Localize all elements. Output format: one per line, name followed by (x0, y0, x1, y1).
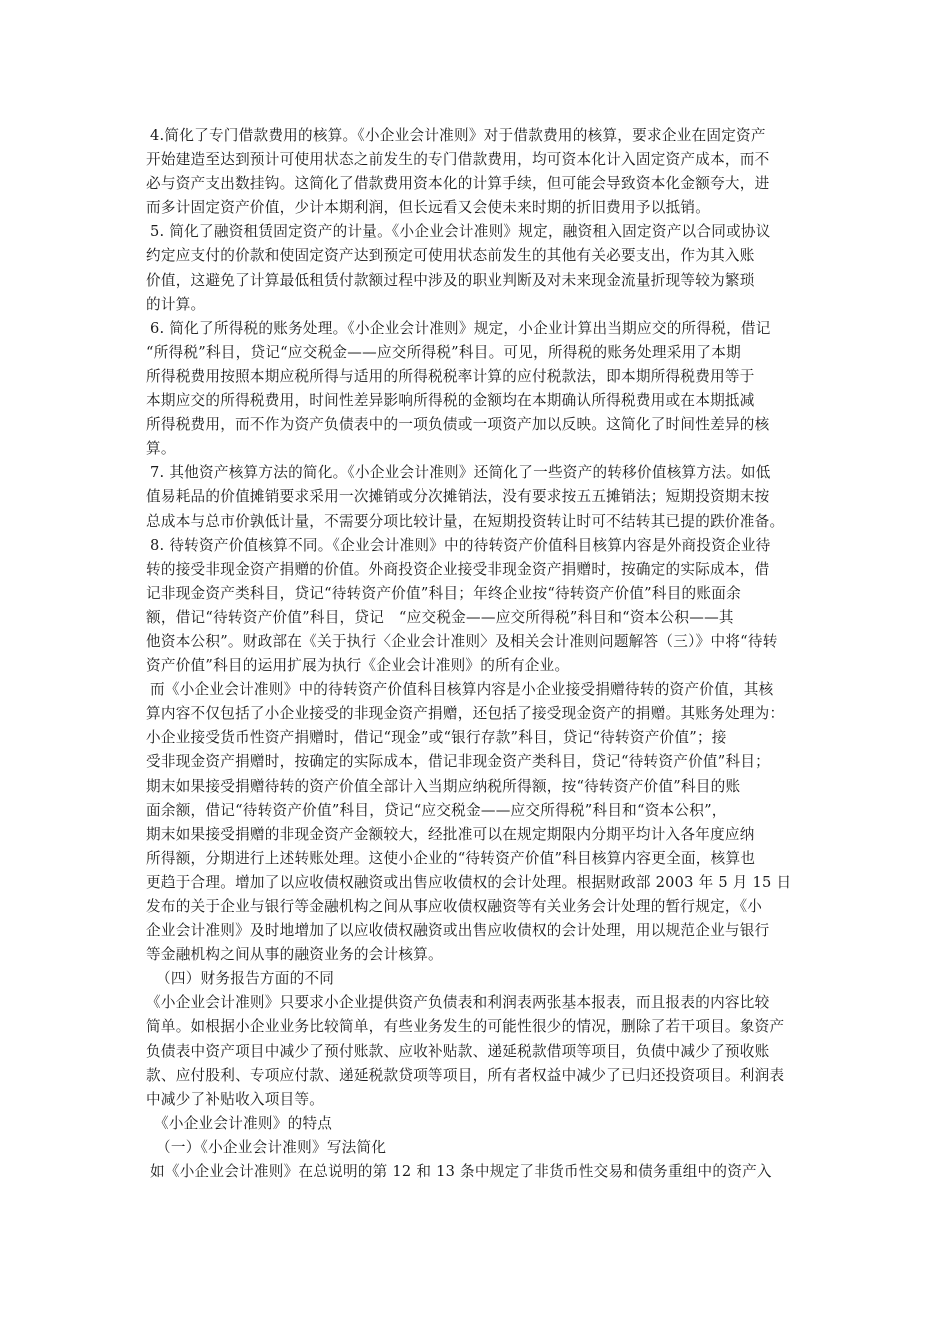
text-line: 额，借记“待转资产价值”科目，贷记 “应交税金——应交所得税”科目和“资本公积——其 (146, 608, 734, 626)
text-line: 记非现金资产类科目，贷记“待转资产价值”科目；年终企业按“待转资产价值”科目的账面余 (146, 584, 741, 602)
text-line: 6. 简化了所得税的账务处理。《小企业会计准则》规定，小企业计算出当期应交的所得税，借记 (150, 319, 771, 337)
paragraph-5-finance-lease (146, 220, 812, 316)
text-line: 受非现金资产捐赠时，按确定的实际成本，借记非现金资产类科目，贷记“待转资产价值”科目； (146, 753, 771, 771)
text-line: 4.简化了专门借款费用的核算。《小企业会计准则》对于借款费用的核算，要求企业在固定资产 (150, 127, 766, 144)
text-line: 必与资产支出数挂钩。这简化了借款费用资本化的计算手续，但可能会导致资本化金额夸大，进 (146, 175, 770, 193)
text-line: 而《小企业会计准则》中的待转资产价值科目核算内容是小企业接受捐赠待转的资产价值，其核 (150, 681, 774, 699)
text-line: （四）财务报告方面的不同 (156, 970, 335, 988)
text-line: 约定应支付的价款和使固定资产达到预定可使用状态前发生的其他有关必要支出，作为其入账 (146, 247, 755, 265)
text-line: 8. 待转资产价值核算不同。《企业会计准则》中的待转资产价值科目核算内容是外商投资企业待 (150, 536, 771, 554)
text-line: 小企业接受货币性资产捐赠时，借记“现金”或“银行存款”科目，贷记“待转资产价值”；接 (146, 729, 727, 747)
text-line: “所得税”科目，贷记“应交税金——应交所得税”科目。可见，所得税的账务处理采用了本期 (146, 343, 741, 361)
text-line: 《小企业会计准则》的特点 (154, 1114, 333, 1132)
text-line: 的计算。 (146, 295, 206, 313)
section-heading-financial-report (146, 967, 812, 991)
text-line: 算。 (146, 440, 176, 458)
document-body (146, 124, 812, 1184)
text-line: （一）《小企业会计准则》写法简化 (156, 1138, 387, 1156)
text-line: 简单。如根据小企业业务比较简单，有些业务发生的可能性很少的情况，删除了若干项目。象资产 (146, 1018, 785, 1036)
text-line: 如《小企业会计准则》在总说明的第 12 和 13 条中规定了非货币性交易和债务重组中的资产入 (150, 1163, 772, 1181)
paragraph-7-other-assets (146, 461, 812, 533)
text-line: 《小企业会计准则》只要求小企业提供资产负债表和利润表两张基本报表，而且报表的内容比较 (146, 994, 770, 1012)
text-line: 值易耗品的价值摊销要求采用一次摊销或分次摊销法，没有要求按五五摊销法；短期投资期末按 (146, 488, 770, 506)
text-line: 价值，这避免了计算最低租赁付款额过程中涉及的职业判断及对未来现金流量折现等较为繁琐 (146, 271, 755, 289)
text-line: 7. 其他资产核算方法的简化。《小企业会计准则》还简化了一些资产的转移价值核算方法。如低 (150, 464, 771, 482)
text-line: 款、应付股利、专项应付款、递延税款贷项等项目，所有者权益中减少了已归还投资项目。利润表 (146, 1066, 785, 1084)
text-line: 总成本与总市价孰低计量，不需要分项比较计量，在短期投资转让时可不结转其已提的跌价准备。 (146, 512, 785, 530)
paragraph-4-borrowing-costs (146, 124, 812, 220)
text-line: 资产价值”科目的运用扩展为执行《企业会计准则》的所有企业。 (146, 657, 570, 675)
paragraph-general-notes (146, 1160, 812, 1184)
paragraph-financial-report (146, 991, 812, 1111)
text-line: 负债表中资产项目中减少了预付账款、应收补贴款、递延税款借项等项目，负债中减少了预收账 (146, 1042, 770, 1060)
text-line: 期末如果接受捐赠的非现金资产金额较大，经批准可以在规定期限内分期平均计入各年度应纳 (146, 825, 755, 843)
text-line: 所得额，分期进行上述转账处理。这使小企业的“待转资产价值”科目核算内容更全面，核算也 (146, 849, 756, 867)
paragraph-6-income-tax (146, 317, 812, 462)
paragraph-small-enterprise-pending-assets (146, 678, 812, 967)
text-line: 而多计固定资产价值，少计本期利润，但长远看又会使未来时期的折旧费用予以抵销。 (146, 199, 711, 217)
text-line: 算内容不仅包括了小企业接受的非现金资产捐赠，还包括了接受现金资产的捐赠。其账务处理为： (146, 705, 785, 723)
text-line: 发布的关于企业与银行等金融机构之间从事应收债权融资等有关业务会计处理的暂行规定，《小 (146, 898, 763, 915)
text-line: 更趋于合理。增加了以应收债权融资或出售应收债权的会计处理。根据财政部 2003 年 5 月 15 日 (146, 873, 792, 891)
text-line: 5. 简化了融资租赁固定资产的计量。《小企业会计准则》规定，融资租入固定资产以合同或协议 (150, 223, 771, 241)
text-line: 面余额，借记“待转资产价值”科目，贷记“应交税金——应交所得税”科目和“资本公积”， (146, 801, 727, 819)
subsection-heading-simplified-writing (146, 1136, 812, 1160)
text-line: 转的接受非现金资产捐赠的价值。外商投资企业接受非现金资产捐赠时，按确定的实际成本，借 (146, 560, 770, 578)
text-line: 期末如果接受捐赠待转的资产价值全部计入当期应纳税所得额，按“待转资产价值”科目的账 (146, 777, 741, 795)
text-line: 等金融机构之间从事的融资业务的会计核算。 (146, 946, 443, 964)
text-line: 所得税费用按照本期应税所得与适用的所得税税率计算的应付税款法，即本期所得税费用等于 (146, 367, 755, 385)
text-line: 中减少了补贴收入项目等。 (146, 1090, 325, 1108)
section-heading-features (146, 1112, 812, 1136)
text-line: 他资本公积”。财政部在《关于执行〈企业会计准则〉及相关会计准则问题解答（三）》中将“待转 (146, 632, 778, 650)
text-line: 所得税费用，而不作为资产负债表中的一项负债或一项资产加以反映。这简化了时间性差异的核 (146, 416, 770, 434)
paragraph-8-pending-assets (146, 534, 812, 679)
text-line: 企业会计准则》及时地增加了以应收债权融资或出售应收债权的会计处理，用以规范企业与银行 (146, 922, 770, 940)
text-line: 本期应交的所得税费用，时间性差异影响所得税的金额均在本期确认所得税费用或在本期抵减 (146, 392, 755, 410)
text-line: 开始建造至达到预计可使用状态之前发生的专门借款费用，均可资本化计入固定资产成本，而不 (146, 151, 770, 169)
